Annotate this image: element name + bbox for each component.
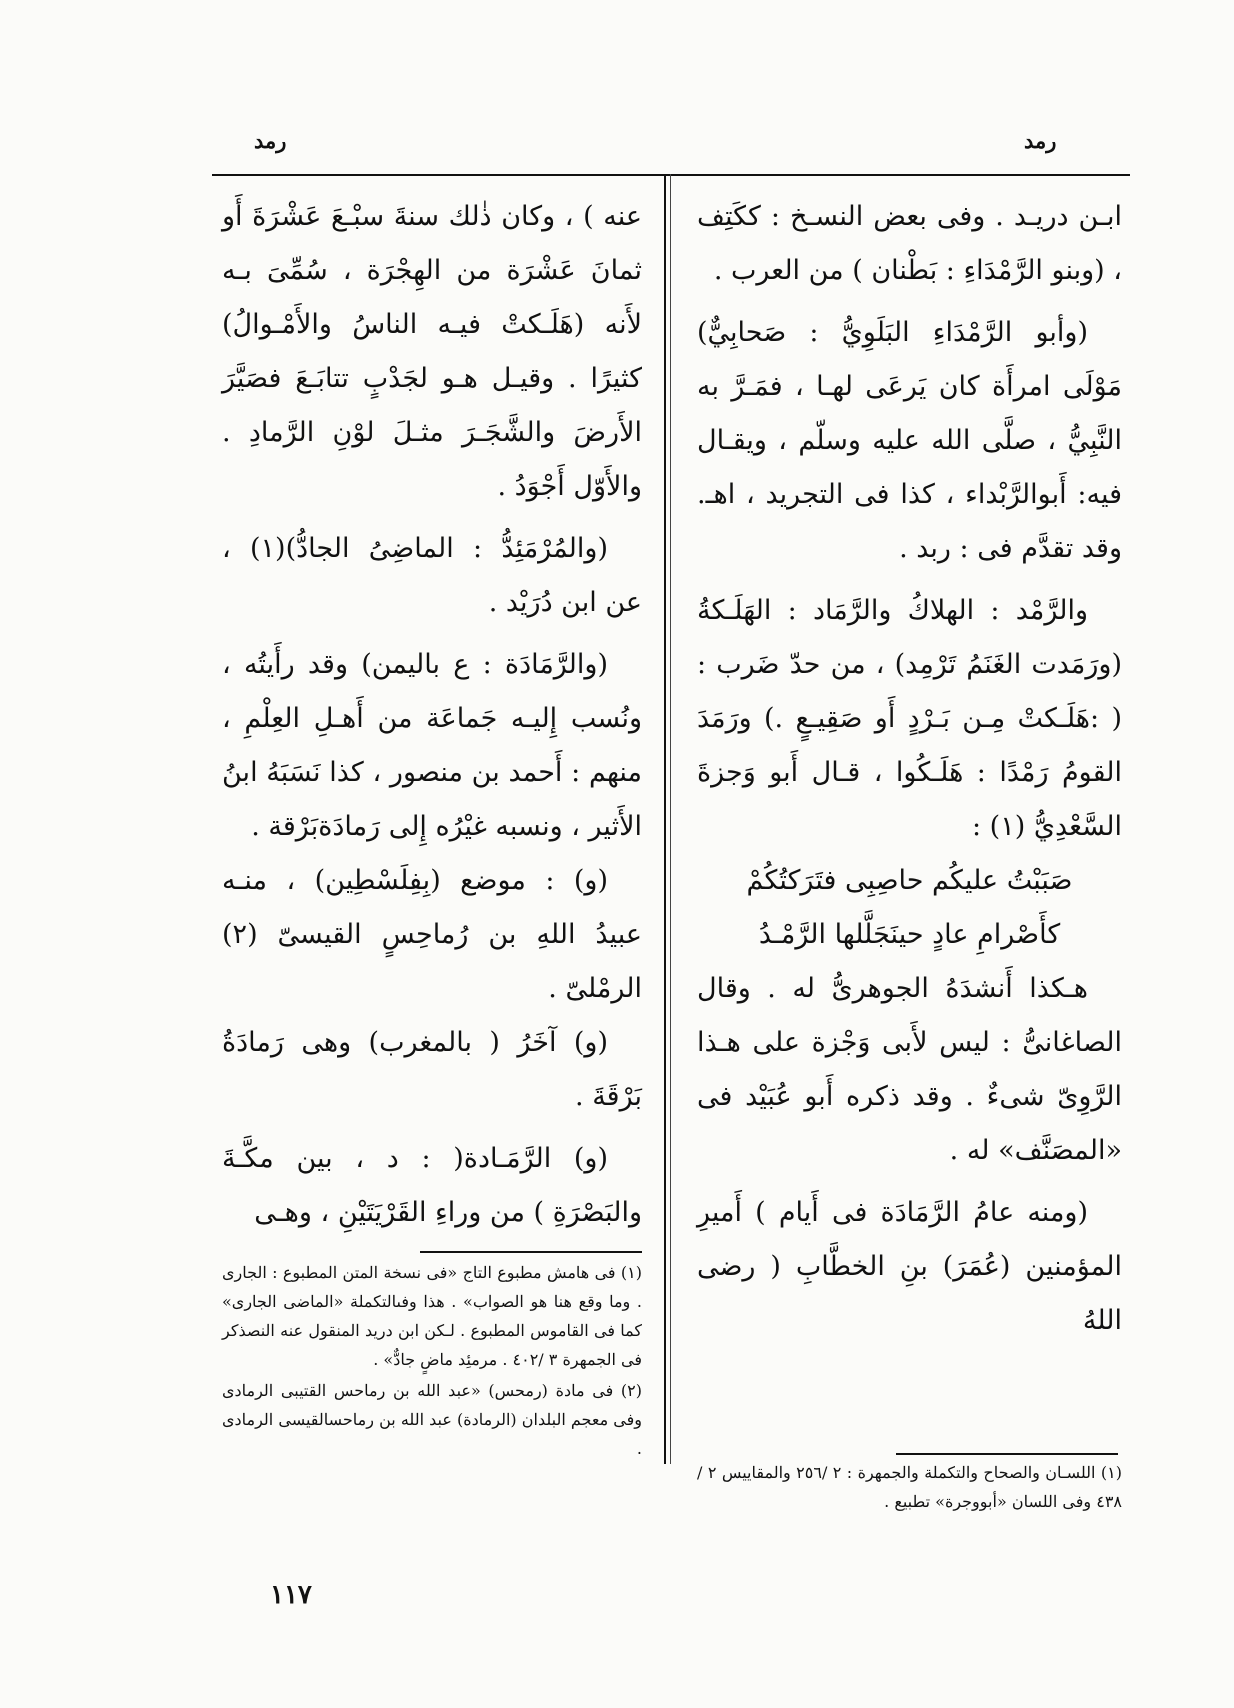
page-number: ١١٧ bbox=[270, 1580, 312, 1610]
left-paragraph: (و) : موضع (بِفِلَسْطِين) ، منـه عبيدُ اللهِ بن رُماحِسٍ القيسىّ (٢) الرمْلىّ . bbox=[222, 865, 642, 1004]
left-paragraph: عنه ) ، وكان ذٰلك سنةَ سبْـعَ عَشْرَةَ أَو ثمانَ عَشْرَة من الهِجْرَة ، سُمِّىَ بـه لأَنه (هَلَـكتْ فيـه الناسُ والأَمْـوالُ) كثيرًا . وقيـل هـو لجَدْبٍ تتابَـعَ فصَيَّرَ الأَرضَ والشَّجَـرَ مثـلَ لوْنِ الرَّمادِ . والأَوّل أَجْوَدُ . bbox=[222, 201, 642, 502]
right-paragraph: ابـن دريـد . وفى بعض النسـخ : ككَتِف ، (وبنو الرَّمْدَاءِ : بَطْنان ) من العرب . bbox=[697, 201, 1122, 286]
poem-verse: كأَصْرامِ عادٍ حينَجَلَّلها الرَّمْـدُ bbox=[758, 919, 1061, 950]
footnote-rule-right bbox=[896, 1453, 1118, 1455]
column-divider-inner bbox=[670, 174, 671, 1464]
column-divider bbox=[664, 174, 666, 1464]
right-paragraph: والرَّمْد : الهلاكُ والرَّمَاد : الهَلَـكةُ (ورَمَدت الغَنَمُ تَرْمِد) ، من حدّ ضَرب : ( :هَلَـكتْ مِـن بَـرْدٍ أَو صَقِيـعٍ .) ورَمَدَ القومُ رَمْدًا : هَلَـكُوا ، قـال أَبو وَجزةَ السَّعْدِيُّ (١) : bbox=[697, 595, 1122, 842]
left-paragraph: (و) آخَرُ ( بالمغرب) وهى رَمادَةُ بَرْقَةَ . bbox=[222, 1027, 642, 1112]
footnotes-right bbox=[697, 1458, 1122, 1518]
footnote: (١) اللسـان والصحاح والتكملة والجمهرة : ٢ /٢٥٦ والمقاييس ٢ /٤٣٨ وفى اللسان «أبووجرة» تطبيع . bbox=[697, 1463, 1122, 1511]
running-head-left: رمد bbox=[254, 128, 287, 153]
poem-verse: صَبَبْتُ عليكُم حاصِبِى فتَرَكتُكُمْ bbox=[746, 865, 1073, 896]
running-head-right: رمد bbox=[1024, 128, 1057, 153]
left-paragraph: (والرَّمَادَة : ع باليمن) وقد رأَيتُه ، ونُسب إِليـه جَماعَة من أَهـلِ العِلْمِ ، منهم : أَحمد بن منصور ، كذا نَسَبَهُ ابنُ الأَثير ، ونسبه غيْرُه إِلى رَمادَةبَرْقة . bbox=[222, 649, 642, 842]
right-paragraph: هـكذا أَنشدَهُ الجوهرىُّ له . وقال الصاغانىُّ : ليس لأَبى وَجْزة على هـذا الرَّوِىّ شىءٌ . وقد ذكره أَبو عُبَيْد فى «المصَنَّف» له . bbox=[697, 973, 1122, 1166]
left-paragraph: (والمُرْمَئِدُّ : الماضِىُ الجادُّ)(١) ، عن ابن دُرَيْد . bbox=[222, 533, 642, 618]
header-rule bbox=[212, 174, 1130, 176]
left-paragraph: (و) الرَّمَـادة( : د ، بين مكَّـةَ والبَصْرَةِ ) من وراءِ القَرْيَتَيْنِ ، وهـى bbox=[222, 1143, 642, 1228]
right-paragraph: (ومنه عامُ الرَّمَادَة فى أَيام ) أَميرِ المؤمنين (عُمَرَ) بنِ الخطَّابِ ( رضى اللهُ bbox=[697, 1197, 1122, 1336]
left-column bbox=[222, 190, 642, 1240]
footnote: (١) فى هامش مطبوع التاج «فى نسخة المتن المطبوع : الجارى . وما وقع هنا هو الصواب» . هذا وفىالتكملة «الماضى الجارى» كما فى القاموس المطبوع . لـكن ابن دريد المنقول عنه النصذكر فى الجمهرة ٣ /٤٠٢ . مرمئِد ماضٍ جادٌّ» . bbox=[222, 1263, 642, 1369]
footnotes-left bbox=[222, 1258, 642, 1465]
right-column bbox=[697, 190, 1122, 1348]
footnote-rule-left bbox=[420, 1251, 642, 1253]
footnote: (٢) فى مادة (رمحس) «عبد الله بن رماحس القتيبى الرمادى وفى معجم البلدان (الرمادة) عبد الله بن رماحسالقيسى الرمادى . bbox=[222, 1381, 642, 1458]
right-paragraph: (وأبو الرَّمْدَاءِ البَلَوِيُّ : صَحابِيٌّ) مَوْلَى امرأَة كان يَرعَى لهـا ، فمَـرَّ به النَّبِيُّ ، صلَّى الله عليه وسلّم ، ويقـال فيه: أَبوالرَّبْداء ، كذا فى التجريد ، اهـ. وقد تقدَّم فى : ربد . bbox=[697, 317, 1122, 564]
